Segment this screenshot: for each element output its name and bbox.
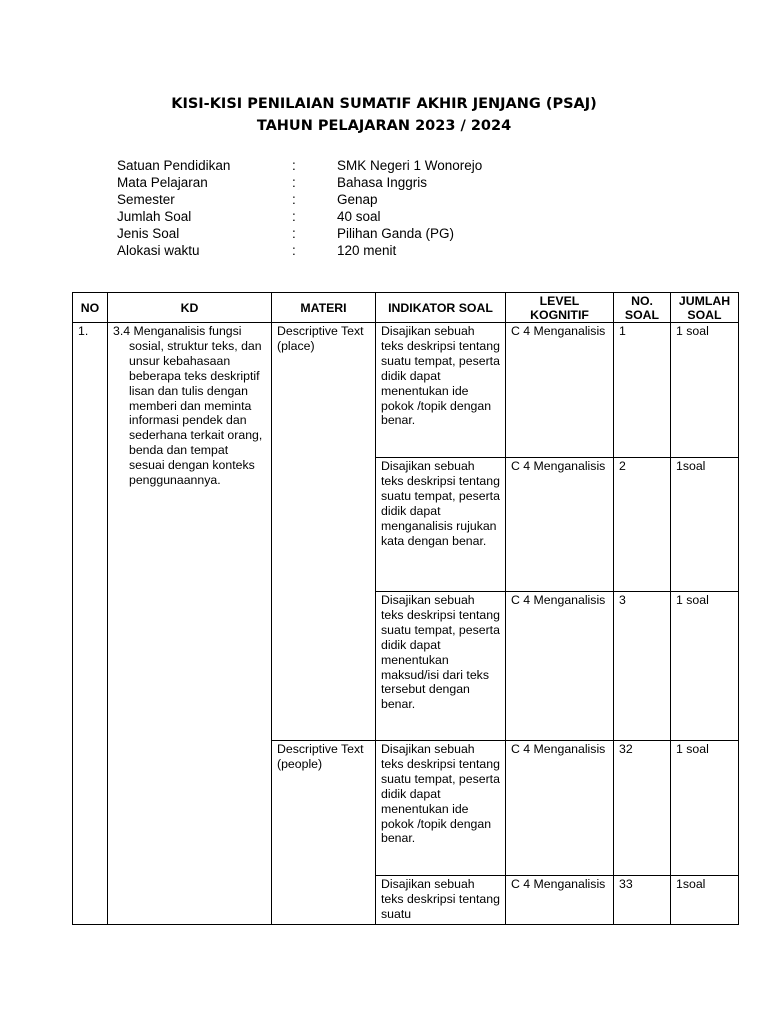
header-no-soal xyxy=(614,293,671,323)
header-materi: MATERI xyxy=(272,293,376,323)
info-value: SMK Negeri 1 Wonorejo xyxy=(337,158,483,173)
cell-no-soal: 32 xyxy=(614,741,671,876)
info-colon: : xyxy=(292,243,296,258)
info-value: 120 menit xyxy=(337,243,397,258)
cell-level: C 4 Menganalisis xyxy=(506,592,614,741)
cell-indikator: Disajikan sebuah teks deskripsi tentang suatu tempat, peserta didik dapat menentukan ide pokok /topik dengan benar. xyxy=(376,741,506,876)
header-level-line1: LEVEL xyxy=(539,293,580,308)
cell-materi-people: Descriptive Text (people) xyxy=(272,741,376,925)
header-kd: KD xyxy=(108,293,272,323)
cell-jumlah: 1soal xyxy=(671,876,739,925)
info-colon: : xyxy=(292,209,296,224)
info-row-semester xyxy=(117,191,482,208)
table-header-row xyxy=(73,293,739,323)
info-colon: : xyxy=(292,226,296,241)
info-label: Jenis Soal xyxy=(117,226,180,241)
info-row-satuan xyxy=(117,157,482,174)
cell-jumlah: 1 soal xyxy=(671,592,739,741)
info-value: 40 soal xyxy=(337,209,381,224)
info-value: Pilihan Ganda (PG) xyxy=(337,226,455,241)
info-colon: : xyxy=(292,158,296,173)
info-colon: : xyxy=(292,192,296,207)
header-no-soal-line2: SOAL xyxy=(624,307,660,322)
info-row-jenis xyxy=(117,225,482,242)
cell-indikator: Disajikan sebuah teks deskripsi tentang suatu xyxy=(376,876,506,925)
cell-jumlah: 1soal xyxy=(671,458,739,592)
info-colon: : xyxy=(292,175,296,190)
header-jumlah-line2: SOAL xyxy=(687,307,722,322)
table-row xyxy=(73,323,739,458)
cell-no: 1. xyxy=(73,323,108,925)
header-level-line2: KOGNITIF xyxy=(530,307,589,322)
info-row-alokasi xyxy=(117,242,482,259)
kisi-kisi-table xyxy=(72,292,739,925)
info-value: Bahasa Inggris xyxy=(337,175,428,190)
info-label: Satuan Pendidikan xyxy=(117,158,231,173)
cell-no-soal: 1 xyxy=(614,323,671,458)
info-label: Alokasi waktu xyxy=(117,243,200,258)
identity-block xyxy=(117,157,482,259)
header-no-soal-line1: NO. xyxy=(631,293,653,308)
cell-kd xyxy=(108,323,272,925)
cell-no-soal: 3 xyxy=(614,592,671,741)
cell-jumlah: 1 soal xyxy=(671,323,739,458)
header-no: NO xyxy=(73,293,108,323)
cell-no-soal: 33 xyxy=(614,876,671,925)
cell-indikator: Disajikan sebuah teks deskripsi tentang suatu tempat, peserta didik dapat menentukan maksud/isi dari teks tersebut dengan benar. xyxy=(376,592,506,741)
info-row-mapel xyxy=(117,174,482,191)
info-label: Mata Pelajaran xyxy=(117,175,208,190)
cell-materi-place: Descriptive Text (place) xyxy=(272,323,376,741)
info-label: Semester xyxy=(117,192,175,207)
cell-no-soal: 2 xyxy=(614,458,671,592)
header-jumlah-line1: JUMLAH xyxy=(678,293,731,308)
info-value: Genap xyxy=(337,192,378,207)
header-level xyxy=(506,293,614,323)
cell-indikator: Disajikan sebuah teks deskripsi tentang suatu tempat, peserta didik dapat menganalisis rujukan kata dengan benar. xyxy=(376,458,506,592)
header-jumlah-soal xyxy=(671,293,739,323)
info-row-jumlah xyxy=(117,208,482,225)
document-title: KISI-KISI PENILAIAN SUMATIF AKHIR JENJANG (PSAJ) xyxy=(171,96,597,112)
header-indikator: INDIKATOR SOAL xyxy=(376,293,506,323)
cell-level: C 4 Menganalisis xyxy=(506,323,614,458)
kd-text: 3.4 Menganalisis fungsi sosial, struktur teks, dan unsur kebahasaan beberapa teks deskriptif lisan dan tulis dengan memberi dan meminta informasi pendek dan sederhana terkait orang, benda dan tempat sesuai dengan konteks penggunaannya. xyxy=(113,324,263,488)
document-subtitle: TAHUN PELAJARAN 2023 / 2024 xyxy=(256,118,512,134)
cell-jumlah: 1 soal xyxy=(671,741,739,876)
info-label: Jumlah Soal xyxy=(117,209,192,224)
cell-level: C 4 Menganalisis xyxy=(506,741,614,876)
cell-level: C 4 Menganalisis xyxy=(506,876,614,925)
cell-indikator: Disajikan sebuah teks deskripsi tentang suatu tempat, peserta didik dapat menentukan ide pokok /topik dengan benar. xyxy=(376,323,506,458)
cell-level: C 4 Menganalisis xyxy=(506,458,614,592)
